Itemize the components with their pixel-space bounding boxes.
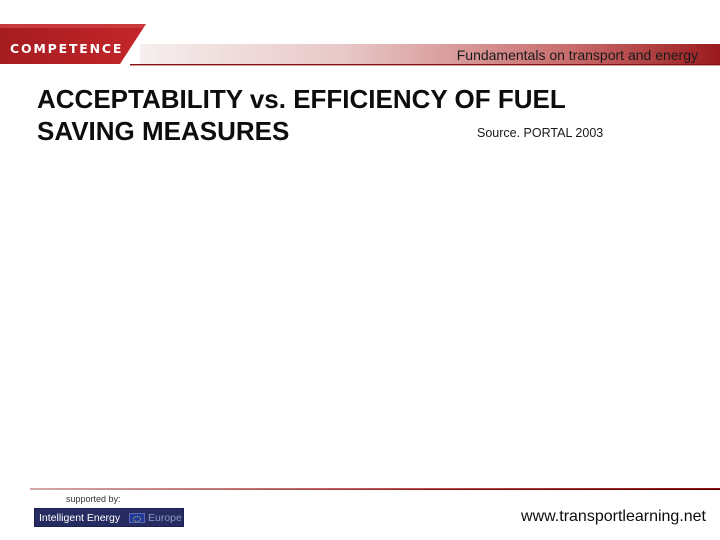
- footer-website-url: www.transportlearning.net: [521, 508, 706, 525]
- source-citation: Source. PORTAL 2003: [477, 126, 604, 140]
- slide-title-line-1: ACCEPTABILITY vs. EFFICIENCY OF FUEL: [37, 84, 566, 114]
- slide-title-line-2: SAVING MEASURES: [37, 116, 290, 146]
- sponsor-logo-text: Intelligent Energy: [39, 512, 121, 524]
- eu-flag-icon: [129, 513, 145, 523]
- footer-divider: [30, 488, 720, 490]
- sponsor-logo-text-europe: Europe: [148, 512, 182, 524]
- brand-logo-text: COMPETENCE: [10, 41, 124, 56]
- header-banner: [0, 0, 720, 70]
- supported-by-label: supported by:: [66, 494, 121, 504]
- intelligent-energy-europe-logo: [34, 508, 184, 527]
- header-subtitle: Fundamentals on transport and energy: [456, 47, 698, 63]
